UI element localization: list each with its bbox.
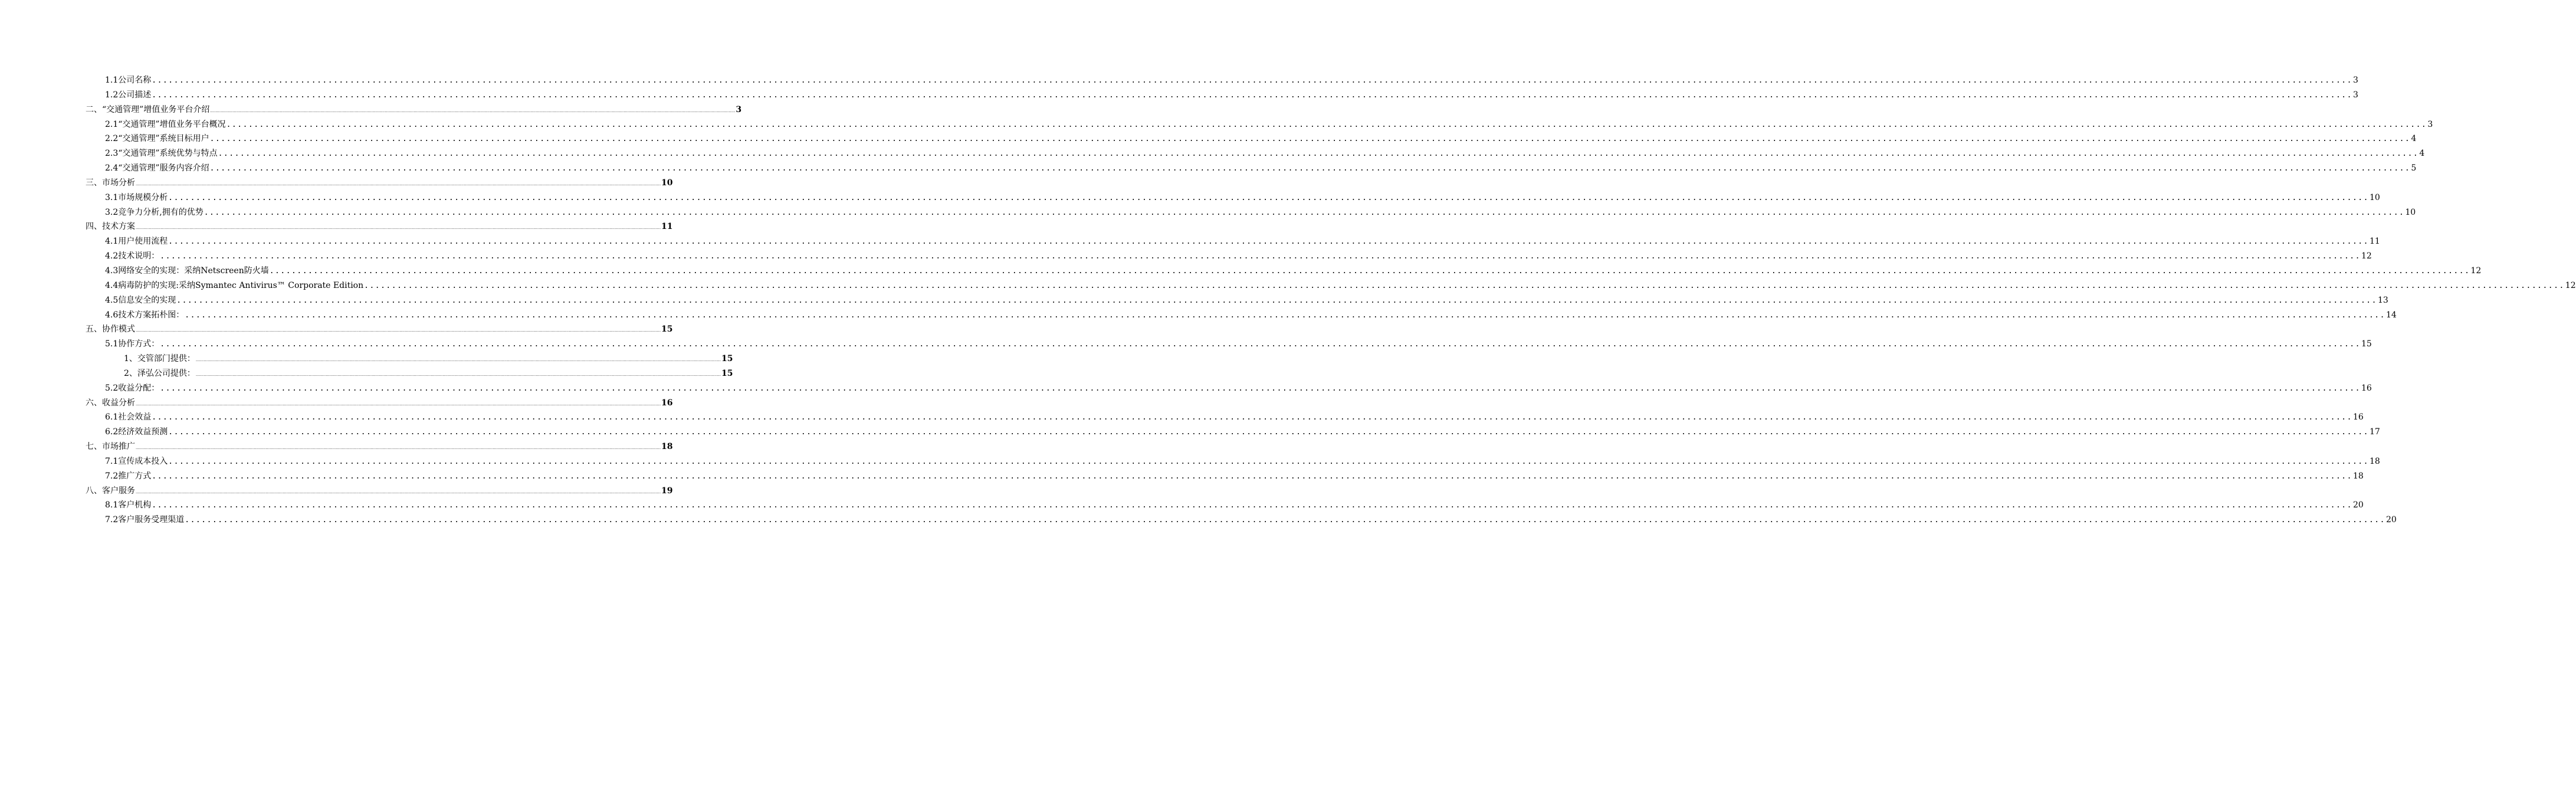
toc-entry-page: 3	[736, 104, 742, 114]
toc-entry-page: 18	[2369, 456, 2380, 466]
toc-entry-title: 4.3网络安全的实现：采纳Netscreen防火墙	[105, 266, 269, 276]
toc-entry-title: 2.3“交通管理”系统优势与特点	[105, 149, 218, 159]
toc-entry[interactable]	[86, 205, 2416, 220]
toc-entry-page: 15	[721, 368, 733, 378]
toc-entry-page: 12	[2470, 266, 2482, 276]
toc-entry[interactable]	[86, 88, 2358, 103]
toc-dot-leader: ................................................................................................................................................................................................................................................................................................................................................................................................................	[136, 401, 661, 407]
toc-entry-page: 12	[2361, 251, 2372, 261]
toc-dot-leader: ................................................................................................................................................................................................................................................................................................................................................................................................................	[160, 340, 2361, 349]
toc-dot-leader: ................................................................................................................................................................................................................................................................................................................................................................................................................	[168, 428, 2369, 437]
toc-entry-page: 11	[2369, 237, 2380, 247]
toc-entry-page: 16	[661, 398, 673, 408]
toc-dot-leader: ................................................................................................................................................................................................................................................................................................................................................................................................................	[136, 445, 661, 451]
toc-entry[interactable]	[86, 484, 673, 499]
toc-entry-title: 6.2经济效益预测	[105, 427, 168, 437]
toc-dot-leader: ................................................................................................................................................................................................................................................................................................................................................................................................................	[136, 225, 661, 231]
toc-entry-page: 15	[661, 325, 673, 335]
toc-dot-leader: ................................................................................................................................................................................................................................................................................................................................................................................................................	[152, 471, 2352, 481]
toc-entry-page: 15	[721, 354, 733, 364]
toc-entry[interactable]	[86, 469, 2364, 484]
toc-entry-title: 7.2客户服务受理渠道	[105, 515, 185, 525]
toc-entry-title: 3.1市场规模分析	[105, 192, 168, 202]
toc-entry-title: 1.2公司描述	[105, 90, 152, 100]
toc-entry-page: 18	[661, 442, 673, 452]
toc-entry-title: 2、泽弘公司提供：	[124, 368, 195, 378]
toc-entry-page: 20	[2385, 515, 2397, 525]
toc-entry[interactable]	[86, 513, 2397, 527]
toc-entry-title: 4.6技术方案拓朴图：	[105, 310, 185, 320]
toc-entry-title: 7.2推广方式	[105, 471, 152, 481]
toc-dot-leader: ................................................................................................................................................................................................................................................................................................................................................................................................................	[195, 358, 721, 363]
toc-entry[interactable]	[86, 146, 2425, 161]
toc-entry-title: 五、协作模式	[86, 325, 135, 335]
toc-dot-leader: ................................................................................................................................................................................................................................................................................................................................................................................................................	[209, 135, 2411, 144]
toc-entry-page: 19	[661, 486, 673, 496]
toc-entry-title: 8.1客户机构	[105, 500, 152, 510]
toc-entry-page: 15	[2361, 339, 2372, 349]
toc-entry[interactable]	[86, 366, 733, 381]
toc-dot-leader: ................................................................................................................................................................................................................................................................................................................................................................................................................	[152, 501, 2352, 510]
toc-dot-leader: ................................................................................................................................................................................................................................................................................................................................................................................................................	[195, 372, 721, 377]
toc-entry[interactable]	[86, 498, 2364, 513]
toc-dot-leader: ................................................................................................................................................................................................................................................................................................................................................................................................................	[204, 208, 2405, 217]
toc-entry[interactable]	[86, 396, 673, 411]
toc-entry[interactable]	[86, 249, 2372, 264]
table-of-contents	[86, 73, 2576, 527]
toc-entry[interactable]	[86, 293, 2388, 308]
toc-entry-page: 10	[2405, 207, 2416, 217]
toc-entry-title: 七、市场推广	[86, 442, 135, 452]
toc-entry-page: 3	[2427, 119, 2433, 129]
toc-dot-leader: ................................................................................................................................................................................................................................................................................................................................................................................................................	[152, 413, 2352, 422]
toc-entry-title: 4.4病毒防护的实现:采纳Symantec Antivirus™ Corporate Edition	[105, 280, 364, 290]
toc-entry-page: 20	[2352, 500, 2364, 510]
toc-entry-page: 5	[2411, 163, 2417, 173]
toc-entry[interactable]	[86, 234, 2380, 249]
toc-entry-page: 17	[2369, 427, 2380, 437]
toc-entry-title: 四、技术方案	[86, 222, 135, 232]
toc-entry[interactable]	[86, 454, 2380, 469]
toc-entry-title: 4.2技术说明：	[105, 251, 160, 261]
toc-entry-title: 三、市场分析	[86, 178, 135, 188]
toc-entry-page: 4	[2419, 149, 2425, 159]
toc-dot-leader: ................................................................................................................................................................................................................................................................................................................................................................................................................	[176, 296, 2377, 305]
toc-entry-title: 7.1宣传成本投入	[105, 456, 168, 466]
toc-entry-title: 5.2收益分配：	[105, 383, 160, 393]
toc-entry[interactable]	[86, 322, 673, 337]
toc-entry-title: 1.1公司名称	[105, 76, 152, 85]
toc-entry-title: 2.4“交通管理”服务内容介绍	[105, 163, 209, 173]
toc-entry[interactable]	[86, 103, 742, 117]
toc-entry[interactable]	[86, 352, 733, 366]
toc-entry[interactable]	[86, 425, 2380, 440]
toc-entry[interactable]	[86, 161, 2417, 176]
toc-entry-title: 4.1用户使用流程	[105, 237, 168, 247]
toc-entry[interactable]	[86, 278, 2576, 293]
toc-entry-page: 18	[2352, 471, 2364, 481]
toc-entry-title: 二、“交通管理”增值业务平台介绍	[86, 104, 210, 114]
toc-dot-leader: ................................................................................................................................................................................................................................................................................................................................................................................................................	[168, 457, 2369, 466]
toc-entry[interactable]	[86, 219, 673, 234]
toc-dot-leader: ................................................................................................................................................................................................................................................................................................................................................................................................................	[152, 90, 2352, 100]
toc-entry-title: 2.1“交通管理”增值业务平台概况	[105, 119, 226, 129]
toc-dot-leader: ................................................................................................................................................................................................................................................................................................................................................................................................................	[185, 310, 2385, 320]
toc-entry[interactable]	[86, 117, 2433, 132]
toc-entry-page: 11	[661, 222, 673, 232]
toc-dot-leader: ................................................................................................................................................................................................................................................................................................................................................................................................................	[210, 108, 736, 113]
toc-entry-title: 六、收益分析	[86, 398, 135, 408]
toc-dot-leader: ................................................................................................................................................................................................................................................................................................................................................................................................................	[136, 489, 661, 494]
toc-dot-leader: ................................................................................................................................................................................................................................................................................................................................................................................................................	[269, 266, 2470, 276]
toc-entry-page: 16	[2361, 383, 2372, 393]
toc-entry-page: 3	[2353, 76, 2358, 85]
toc-entry-page: 14	[2385, 310, 2397, 320]
toc-entry[interactable]	[86, 264, 2482, 278]
toc-dot-leader: ................................................................................................................................................................................................................................................................................................................................................................................................................	[364, 281, 2565, 290]
toc-entry-title: 6.1社会效益	[105, 412, 152, 422]
toc-entry[interactable]	[86, 337, 2372, 352]
toc-entry[interactable]	[86, 176, 673, 191]
toc-entry-title: 2.2“交通管理”系统目标用户	[105, 134, 209, 144]
toc-dot-leader: ................................................................................................................................................................................................................................................................................................................................................................................................................	[160, 384, 2361, 393]
toc-entry-page: 3	[2353, 90, 2358, 100]
toc-dot-leader: ................................................................................................................................................................................................................................................................................................................................................................................................................	[136, 181, 661, 186]
toc-entry[interactable]	[86, 73, 2358, 88]
toc-entry[interactable]	[86, 132, 2417, 146]
toc-entry[interactable]	[86, 191, 2380, 205]
toc-entry-title: 1、交管部门提供：	[124, 354, 195, 364]
toc-entry-page: 13	[2377, 295, 2388, 305]
toc-dot-leader: ................................................................................................................................................................................................................................................................................................................................................................................................................	[168, 237, 2369, 247]
toc-dot-leader: ................................................................................................................................................................................................................................................................................................................................................................................................................	[226, 120, 2427, 129]
toc-entry[interactable]	[86, 440, 673, 454]
toc-entry[interactable]	[86, 410, 2364, 425]
toc-dot-leader: ................................................................................................................................................................................................................................................................................................................................................................................................................	[218, 149, 2419, 159]
toc-entry[interactable]	[86, 381, 2372, 396]
toc-dot-leader: ................................................................................................................................................................................................................................................................................................................................................................................................................	[168, 193, 2369, 202]
toc-dot-leader: ................................................................................................................................................................................................................................................................................................................................................................................................................	[185, 516, 2385, 525]
toc-entry-page: 10	[2369, 192, 2380, 202]
toc-dot-leader: ................................................................................................................................................................................................................................................................................................................................................................................................................	[152, 76, 2352, 85]
toc-entry[interactable]	[86, 308, 2397, 323]
toc-dot-leader: ................................................................................................................................................................................................................................................................................................................................................................................................................	[209, 164, 2411, 173]
toc-entry-page: 10	[661, 178, 673, 188]
toc-entry-title: 八、客户服务	[86, 486, 135, 496]
toc-entry-page: 12	[2565, 280, 2576, 290]
toc-entry-title: 5.1协作方式：	[105, 339, 160, 349]
toc-entry-page: 16	[2352, 412, 2364, 422]
toc-entry-title: 4.5信息安全的实现	[105, 295, 176, 305]
toc-entry-page: 4	[2411, 134, 2417, 144]
toc-dot-leader: ................................................................................................................................................................................................................................................................................................................................................................................................................	[160, 252, 2361, 261]
toc-entry-title: 3.2竞争力分析,拥有的优势	[105, 207, 204, 217]
toc-dot-leader: ................................................................................................................................................................................................................................................................................................................................................................................................................	[136, 328, 661, 333]
